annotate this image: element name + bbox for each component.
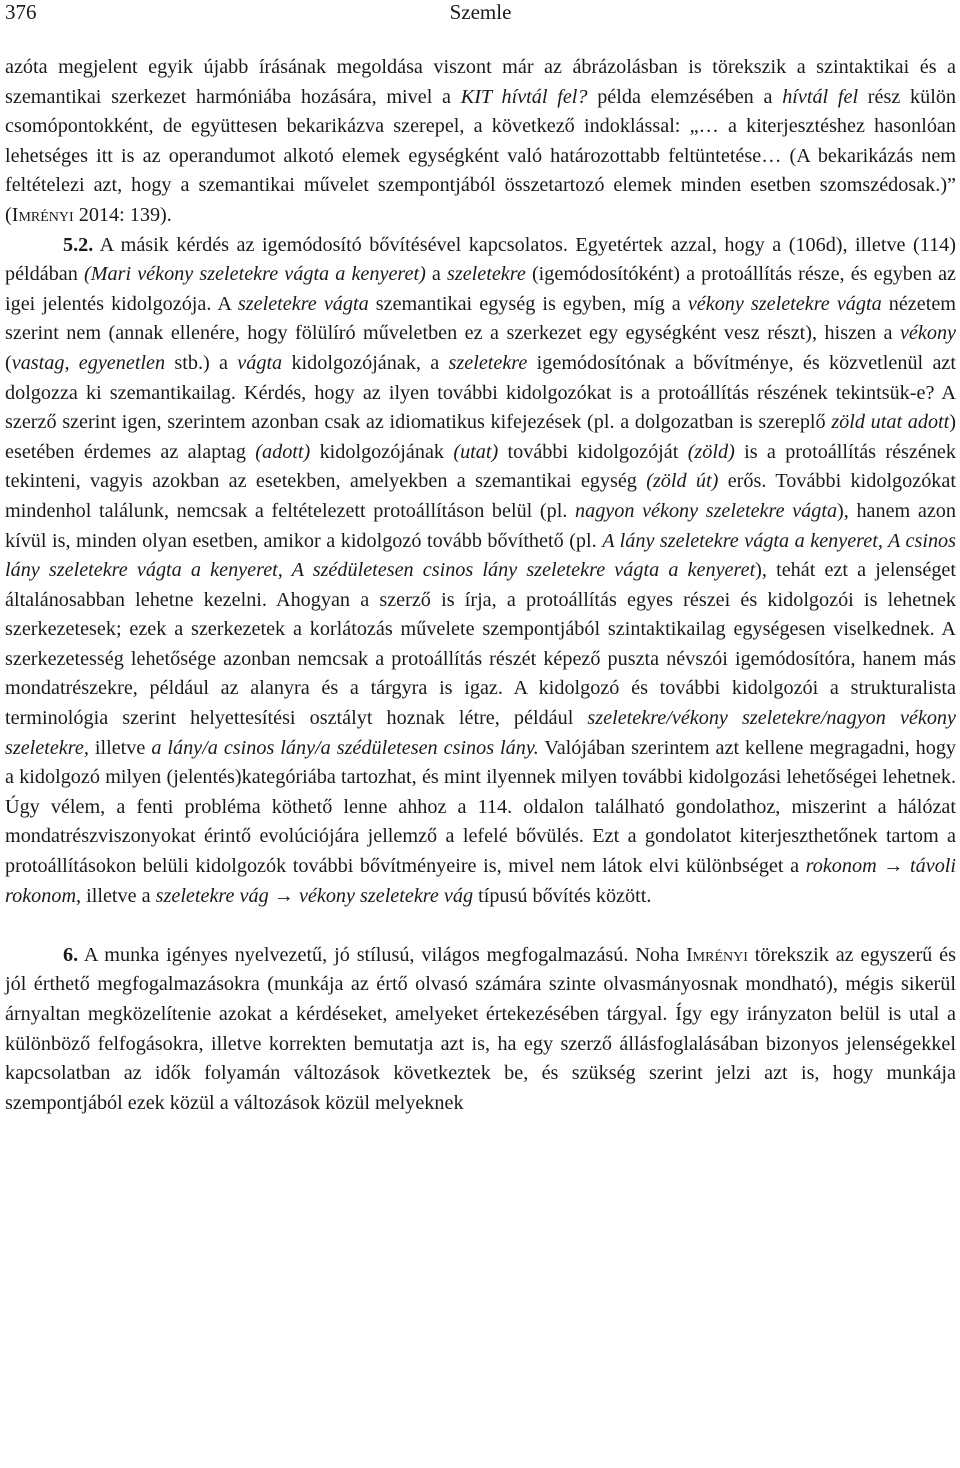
text-run: a — [425, 263, 447, 286]
text-run: stb.) a — [165, 351, 238, 374]
text-run: igemódosítónak a bővítménye, és közvetlenül azt dolgozza ki szemantikailag. Kérdés, hogy az ilyen további kidolgozókat is a protoállítás részének tekintsük-e? A szerző szerint igen, szerintem azonban csak az idiomatikus kifejezések (pl. a dolgozatban is szereplő — [5, 351, 956, 434]
italic-text-run: (zöld út) — [646, 470, 719, 493]
italic-text-run: vékony — [899, 322, 956, 345]
text-run: rész külön csomópontokként, de együttesen bekarikázva szerepel, a következő indoklással: „… a kiterjesztéshez hasonlóan lehetséges itt is az operandumot alkotó elemek egységként való határozottabb feltüntetése… (A bekarikázás nem feltételezi azt, hogy a szemantikai művelet szempontjából összetartozó elemek minden esetben szomszédosak.)” ( — [5, 85, 957, 226]
italic-text-run: szeletekre/vékony szeletekre/nagyon vékony szeletekre, — [5, 707, 956, 759]
text-run: A munka igényes nyelvezetű, jó stílusú, világos megfogalmazású. Noha — [78, 943, 686, 966]
text-run: A másik kérdés az igemódosító bővítésével kapcsolatos. Egyetértek azzal, hogy a (106d), illetve (114) példában — [5, 233, 956, 286]
text-run: kidolgozójának — [310, 440, 454, 463]
text-run: is a protoállítás részének tekinteni, vagyis azokban az esetekben, amelyekben a szemantikai egység — [5, 440, 956, 493]
text-run: kidolgozójának, a — [282, 351, 449, 374]
text-run: típusú bővítés között. — [473, 884, 652, 907]
text-run: ) esetében érdemes az alaptag — [5, 411, 956, 463]
author-name: Imrényi — [685, 943, 748, 966]
paragraph-5-2 — [5, 231, 956, 912]
page-number: 376 — [5, 0, 37, 24]
italic-text-run: (zöld) — [687, 440, 735, 463]
running-title: Szemle — [449, 0, 512, 24]
text-run: szemantikai egység is egyben, míg a — [368, 292, 688, 315]
italic-text-run: szeletekre — [447, 263, 526, 286]
page-header — [5, 0, 956, 29]
text-run: illetve — [88, 736, 152, 759]
italic-text-run: vágta — [237, 351, 283, 374]
italic-text-run: szeletekre vág → vékony szeletekre vág — [155, 884, 474, 907]
text-run: , illetve a — [76, 884, 156, 907]
text-run: 2014: 139). — [73, 203, 172, 226]
text-run: Valójában szerintem azt kellene megragadni, hogy a kidolgozó milyen (jelentés)kategóriába tartozhat, és mint ilyennek milyen további kidolgozási lehetőségei lehetnek. Úgy vélem, a fenti probléma köthető lenne ahhoz a 114. oldalon található gondolathoz, miszerint a hálózat mondatrészviszonyokat érintő evolúciójára jellemző a lefelé bővülés. Ezt a gondolatot kiterjeszthetőnek tartom a protoállításokon belüli kidolgozók további bővítményeire is, mivel nem látok elvi különbséget a — [5, 736, 957, 878]
italic-text-run: vastag, egyenetlen — [11, 351, 166, 374]
text-run: ), tehát ezt a jelenséget általánosabban lehetne kezelni. Ahogyan a szerző is írja, a protoállítás egyes részei és kidolgozói is lehetnek szerkezetesek; ezek a szerkezetek a korlátozás művelete szempontjából szintaktikailag egységesen viselkednek. A szerkezetesség lehetősége azonban nemcsak a protoállítás részét képező puszta névszói igemódosítóra, hanem más mondatrészekre, például az alanyra és a tárgyra is igaz. A kidolgozó és további kidolgozói a strukturalista terminológia szerint helyettesítési osztályt hoznak létre, például — [5, 559, 956, 730]
italic-text-run: zöld utat adott — [831, 411, 950, 434]
section-number: 6. — [63, 943, 79, 966]
italic-text-run: rokonom → távoli rokonom — [5, 855, 957, 907]
text-run: (igemódosítóként) a protoállítás része, és egyben az igei jelentés kidolgozója. A — [5, 263, 956, 315]
italic-text-run: szeletekre vágta — [237, 292, 369, 315]
body-text — [5, 53, 956, 1118]
text-run: példa elemzésében a — [587, 85, 783, 108]
text-run: ( — [5, 351, 12, 374]
paragraph-continuation — [5, 53, 956, 231]
text-run: további kidolgozóját — [498, 440, 688, 463]
italic-text-run: (adott) — [255, 440, 311, 463]
paragraph-6 — [5, 941, 956, 1119]
author-name: Imrényi — [11, 203, 74, 226]
italic-text-run: (Mari vékony szeletekre vágta a kenyeret) — [83, 263, 426, 286]
italic-text-run: A lány szeletekre vágta a kenyeret, A csinos lány szeletekre vágta a kenyeret, A szédületesen csinos lány szeletekre vágta a kenyeret — [5, 529, 957, 582]
text-run: nézetem szerint nem (annak ellenére, hogy fölülíró műveletben ez a szerkezet egy egységként vesz részt), hiszen a — [5, 292, 957, 345]
italic-text-run: a lány/a csinos lány/a szédületesen csinos lány. — [151, 736, 539, 759]
italic-text-run: szeletekre — [448, 351, 528, 374]
text-run: ), hanem azon kívül is, minden olyan esetben, amikor a kidolgozó tovább bővíthető (pl. — [5, 499, 956, 552]
italic-text-run: nagyon vékony szeletekre vágta — [575, 499, 838, 522]
text-run: törekszik az egyszerű és jól érthető megfogalmazásokra (munkája az értő olvasó számára szinte olvasmányosnak mondható), mégis sikerül árnyaltan megközelítenie azokat a kérdéseket, amelyeket értekezésében tárgyal. Így egy irányzaton belül is utal a különböző felfogásokra, illetve korrekten bemutatja azt is, ha egy szerző állásfoglalásában bizonyos jelenségekkel kapcsolatban az idők folyamán változások következtek be, és szükség szerint jelzi azt is, hogy munkája szempontjából ezek közül a változások közül melyeknek — [5, 943, 956, 1114]
italic-text-run: hívtál fel — [782, 85, 859, 108]
italic-text-run: (utat) — [453, 440, 499, 463]
text-run: azóta megjelent egyik újabb írásának megoldása viszont már az ábrázolásban is törekszik a szintaktikai és a szemantikai szerkezet harmóniába hozására, mivel a — [5, 56, 956, 108]
section-number: 5.2. — [63, 233, 94, 256]
italic-text-run: KIT hívtál fel? — [460, 85, 588, 108]
italic-text-run: vékony szeletekre vágta — [687, 292, 882, 315]
text-run: erős. További kidolgozókat mindenhol találunk, nemcsak a feltételezett protoállításon belül (pl. — [5, 470, 956, 522]
